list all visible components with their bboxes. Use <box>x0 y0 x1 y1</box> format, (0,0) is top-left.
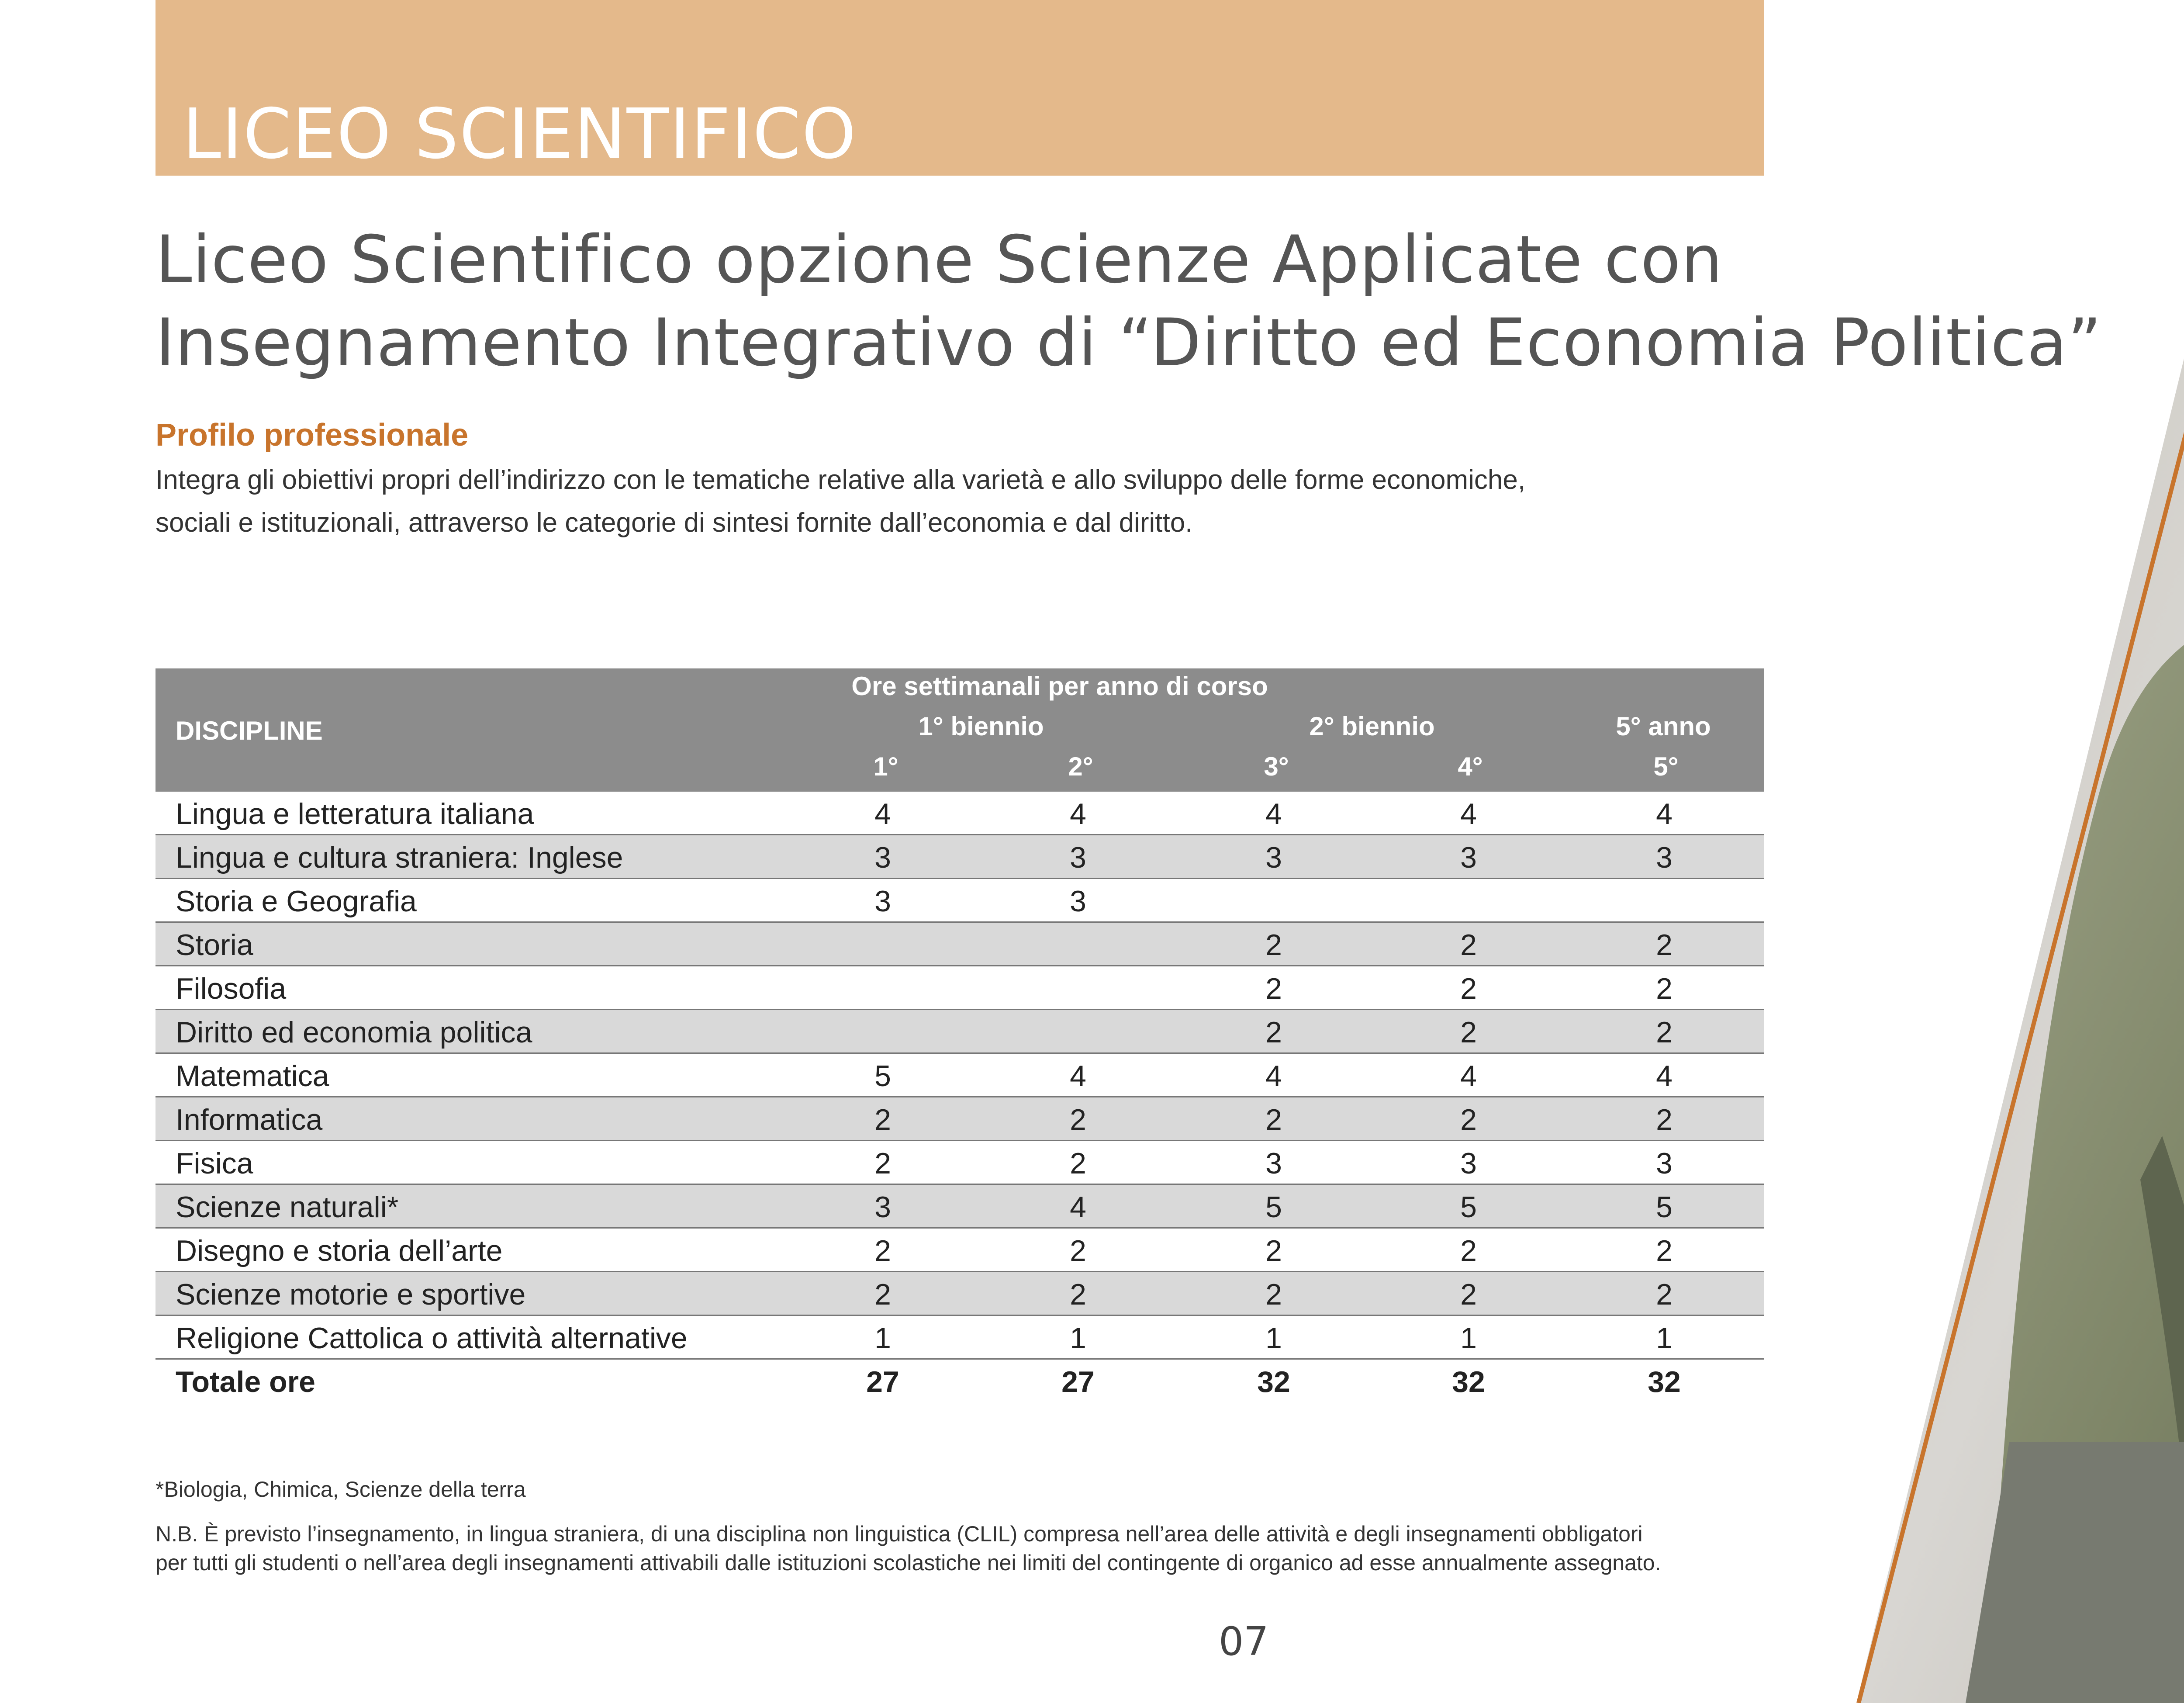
page-number: 07 <box>1219 1619 1269 1665</box>
row-value: 2 <box>1070 1234 1086 1267</box>
row-value: 2 <box>1265 1103 1282 1136</box>
row-value: 1 <box>1265 1322 1282 1355</box>
row-value: 5 <box>874 1059 891 1093</box>
row-value: 4 <box>874 797 891 831</box>
row-discipline: Storia <box>176 928 253 962</box>
row-value: 2 <box>1656 972 1673 1005</box>
row-value: 3 <box>874 885 891 918</box>
table-row <box>156 1141 1764 1185</box>
total-value: 27 <box>1061 1365 1095 1398</box>
table-row <box>156 792 1764 835</box>
row-discipline: Scienze motorie e sportive <box>176 1278 526 1311</box>
row-value: 3 <box>1656 841 1673 874</box>
row-discipline: Diritto ed economia politica <box>176 1016 532 1049</box>
header-year-1: 1° <box>873 752 898 781</box>
total-value: 32 <box>1648 1365 1681 1398</box>
hours-table <box>156 668 1764 1402</box>
row-value: 2 <box>1656 1234 1673 1267</box>
header-year-2: 2° <box>1068 752 1093 781</box>
total-value: 27 <box>866 1365 899 1398</box>
row-value: 3 <box>1265 1147 1282 1180</box>
row-value: 2 <box>1460 1016 1477 1049</box>
row-value: 2 <box>1265 1278 1282 1311</box>
row-value: 2 <box>1265 1016 1282 1049</box>
banner-title: LICEO SCIENTIFICO <box>183 94 857 174</box>
row-discipline: Filosofia <box>176 972 287 1005</box>
total-label: Totale ore <box>176 1365 315 1398</box>
row-value: 2 <box>874 1278 891 1311</box>
row-value: 2 <box>874 1103 891 1136</box>
row-value: 2 <box>874 1147 891 1180</box>
row-value: 1 <box>1460 1322 1477 1355</box>
row-value: 2 <box>1460 972 1477 1005</box>
row-value: 5 <box>1265 1191 1282 1224</box>
table-row <box>156 1272 1764 1316</box>
table-row <box>156 1185 1764 1229</box>
profile-line-1: Integra gli obiettivi propri dell’indirizzo con le tematiche relative alla varietà e allo sviluppo delle forme economiche, <box>156 465 1526 495</box>
header-second-biennium: 2° biennio <box>1309 712 1435 741</box>
row-value: 4 <box>1460 797 1477 831</box>
row-value: 3 <box>874 1191 891 1224</box>
row-value: 2 <box>1265 1234 1282 1267</box>
row-value: 4 <box>1460 1059 1477 1093</box>
row-value: 2 <box>1656 1278 1673 1311</box>
header-year-4: 4° <box>1458 752 1483 781</box>
row-value: 3 <box>874 841 891 874</box>
row-value: 5 <box>1460 1191 1477 1224</box>
table-row <box>156 835 1764 879</box>
row-value: 2 <box>1460 1103 1477 1136</box>
row-value: 5 <box>1656 1191 1673 1224</box>
row-value: 2 <box>1070 1278 1086 1311</box>
row-value: 3 <box>1070 841 1086 874</box>
profile-line-2: sociali e istituzionali, attraverso le categorie di sintesi fornite dall’economia e dal diritto. <box>156 508 1193 538</box>
header-fifth-year: 5° anno <box>1616 712 1711 741</box>
row-value: 4 <box>1265 797 1282 831</box>
row-discipline: Lingua e letteratura italiana <box>176 797 534 831</box>
table-row <box>156 879 1764 923</box>
row-value: 2 <box>1265 972 1282 1005</box>
table-row <box>156 1097 1764 1141</box>
profile-description <box>156 459 1684 544</box>
row-value: 2 <box>874 1234 891 1267</box>
row-value: 2 <box>1460 1234 1477 1267</box>
row-value: 2 <box>1656 1103 1673 1136</box>
page-title <box>156 218 2102 384</box>
row-value: 3 <box>1460 1147 1477 1180</box>
row-discipline: Fisica <box>176 1147 253 1180</box>
student-photo <box>1856 0 2184 1703</box>
row-value: 2 <box>1265 928 1282 962</box>
row-discipline: Scienze naturali* <box>176 1191 399 1224</box>
table-row <box>156 1229 1764 1272</box>
header-banner <box>156 0 1764 176</box>
row-value: 2 <box>1656 1016 1673 1049</box>
row-value: 1 <box>1070 1322 1086 1355</box>
table-row <box>156 1054 1764 1097</box>
table-header <box>156 668 1764 792</box>
table-row <box>156 923 1764 966</box>
row-value: 4 <box>1265 1059 1282 1093</box>
row-value: 2 <box>1070 1147 1086 1180</box>
header-discipline: DISCIPLINE <box>176 716 323 745</box>
row-value: 2 <box>1460 1278 1477 1311</box>
profile-heading: Profilo professionale <box>156 418 469 453</box>
footnote: *Biologia, Chimica, Scienze della terra <box>156 1477 526 1502</box>
row-value: 4 <box>1070 1191 1086 1224</box>
header-year-3: 3° <box>1264 752 1289 781</box>
row-value: 3 <box>1070 885 1086 918</box>
row-value: 2 <box>1070 1103 1086 1136</box>
page-title-line-1: Liceo Scientifico opzione Scienze Applicate con <box>156 222 1723 298</box>
row-value: 4 <box>1070 1059 1086 1093</box>
table-row <box>156 1010 1764 1054</box>
nb-note <box>156 1520 1772 1577</box>
row-discipline: Disegno e storia dell’arte <box>176 1234 503 1267</box>
table-total-row <box>156 1360 1764 1402</box>
table-row <box>156 1316 1764 1360</box>
row-value: 3 <box>1265 841 1282 874</box>
header-first-biennium: 1° biennio <box>918 712 1044 741</box>
page-title-line-2: Insegnamento Integrativo di “Diritto ed Economia Politica” <box>156 305 2102 381</box>
row-discipline: Lingua e cultura straniera: Inglese <box>176 841 623 874</box>
row-value: 4 <box>1656 797 1673 831</box>
total-value: 32 <box>1452 1365 1485 1398</box>
header-hours-group: Ore settimanali per anno di corso <box>851 672 1268 701</box>
nb-line-2: per tutti gli studenti o nell’area degli insegnamenti attivabili dalle istituzioni scolastiche nei limiti del contingente di organico ad esse annualmente assegnato. <box>156 1551 1661 1575</box>
row-discipline: Religione Cattolica o attività alternative <box>176 1322 688 1355</box>
row-discipline: Storia e Geografia <box>176 885 417 918</box>
row-value: 1 <box>1656 1322 1673 1355</box>
row-value: 3 <box>1460 841 1477 874</box>
row-value: 4 <box>1070 797 1086 831</box>
row-value: 4 <box>1656 1059 1673 1093</box>
row-value: 2 <box>1656 928 1673 962</box>
table-row <box>156 966 1764 1010</box>
nb-line-1: N.B. È previsto l’insegnamento, in lingua straniera, di una disciplina non linguistica (CLIL) compresa nell’area delle attività e degli insegnamenti obbligatori <box>156 1522 1643 1546</box>
total-value: 32 <box>1257 1365 1290 1398</box>
row-value: 3 <box>1656 1147 1673 1180</box>
row-value: 2 <box>1460 928 1477 962</box>
header-year-5: 5° <box>1653 752 1679 781</box>
row-discipline: Matematica <box>176 1059 329 1093</box>
row-discipline: Informatica <box>176 1103 323 1136</box>
row-value: 1 <box>874 1322 891 1355</box>
